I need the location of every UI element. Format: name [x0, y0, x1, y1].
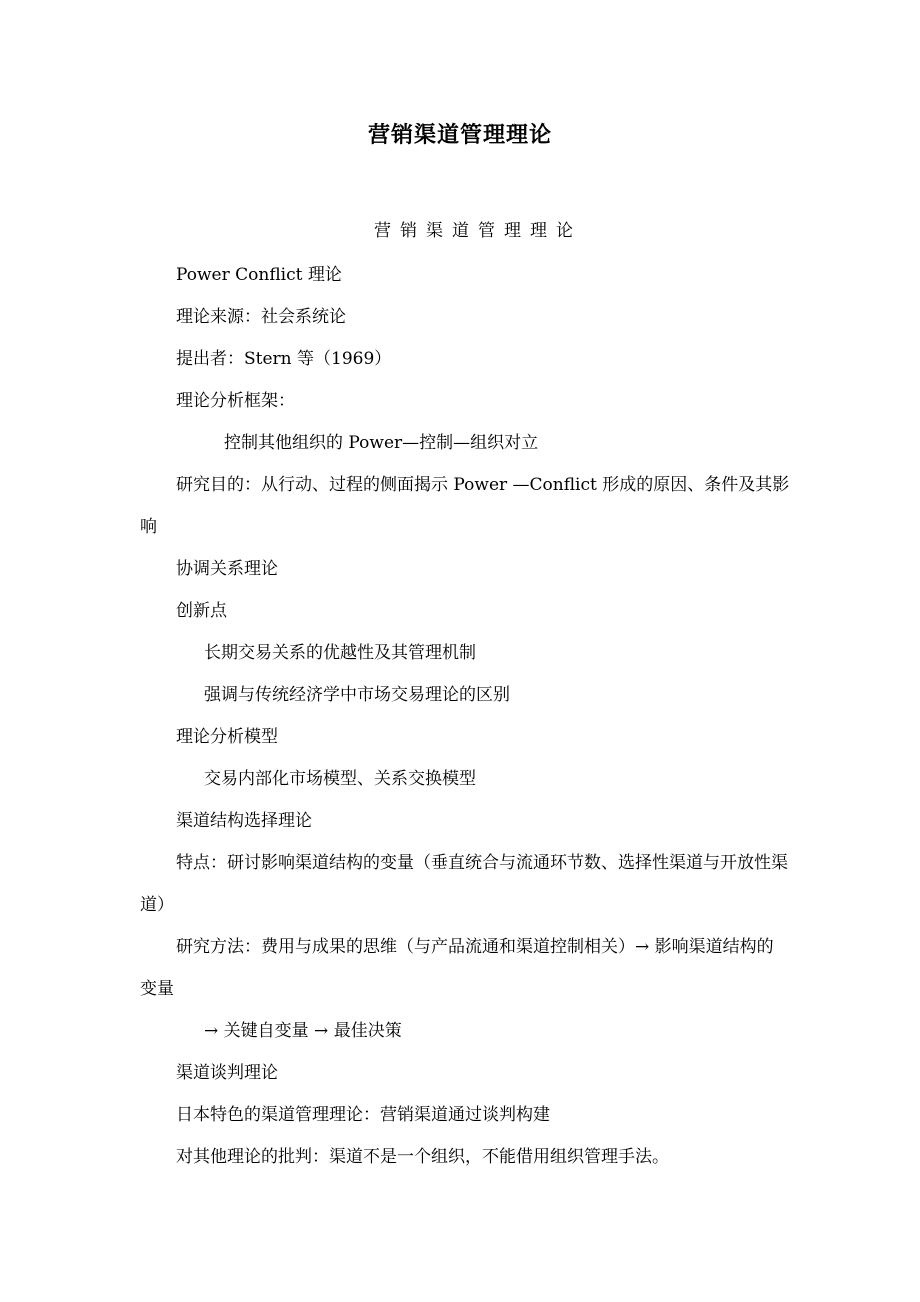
- paragraph: 对其他理论的批判：渠道不是一个组织，不能借用组织管理手法。: [176, 1147, 669, 1167]
- paragraph: 提出者：Stern 等（1969）: [176, 349, 392, 369]
- document-body: [140, 254, 790, 1178]
- paragraph: 理论分析模型: [176, 727, 278, 747]
- paragraph: Power Conflict 理论: [176, 265, 342, 285]
- paragraph: 控制其他组织的 Power—控制—组织对立: [224, 433, 539, 453]
- paragraph: 特点：研讨影响渠道结构的变量（垂直统合与流通环节数、选择性渠道与开放性渠道）: [140, 853, 788, 915]
- paragraph: 理论分析框架：: [176, 391, 295, 411]
- paragraph: 研究方法：费用与成果的思维（与产品流通和渠道控制相关）→ 影响渠道结构的变量: [140, 937, 774, 999]
- paragraph: 长期交易关系的优越性及其管理机制: [204, 643, 476, 663]
- paragraph: → 关键自变量 → 最佳决策: [204, 1021, 402, 1041]
- paragraph: 渠道谈判理论: [176, 1063, 278, 1083]
- paragraph: 理论来源：社会系统论: [176, 307, 346, 327]
- paragraph: 渠道结构选择理论: [176, 811, 312, 831]
- paragraph: 研究目的：从行动、过程的侧面揭示 Power —Conflict 形成的原因、条件及其影响: [140, 475, 790, 537]
- paragraph: 协调关系理论: [176, 559, 278, 579]
- paragraph: 强调与传统经济学中市场交易理论的区别: [204, 685, 510, 705]
- document-title: 营销渠道管理理论: [367, 122, 552, 148]
- paragraph: 日本特色的渠道管理理论：营销渠道通过谈判构建: [176, 1105, 550, 1125]
- document-subtitle: 营销渠道管理理论: [374, 221, 582, 241]
- paragraph: 交易内部化市场模型、关系交换模型: [204, 769, 476, 789]
- paragraph: 创新点: [176, 601, 227, 621]
